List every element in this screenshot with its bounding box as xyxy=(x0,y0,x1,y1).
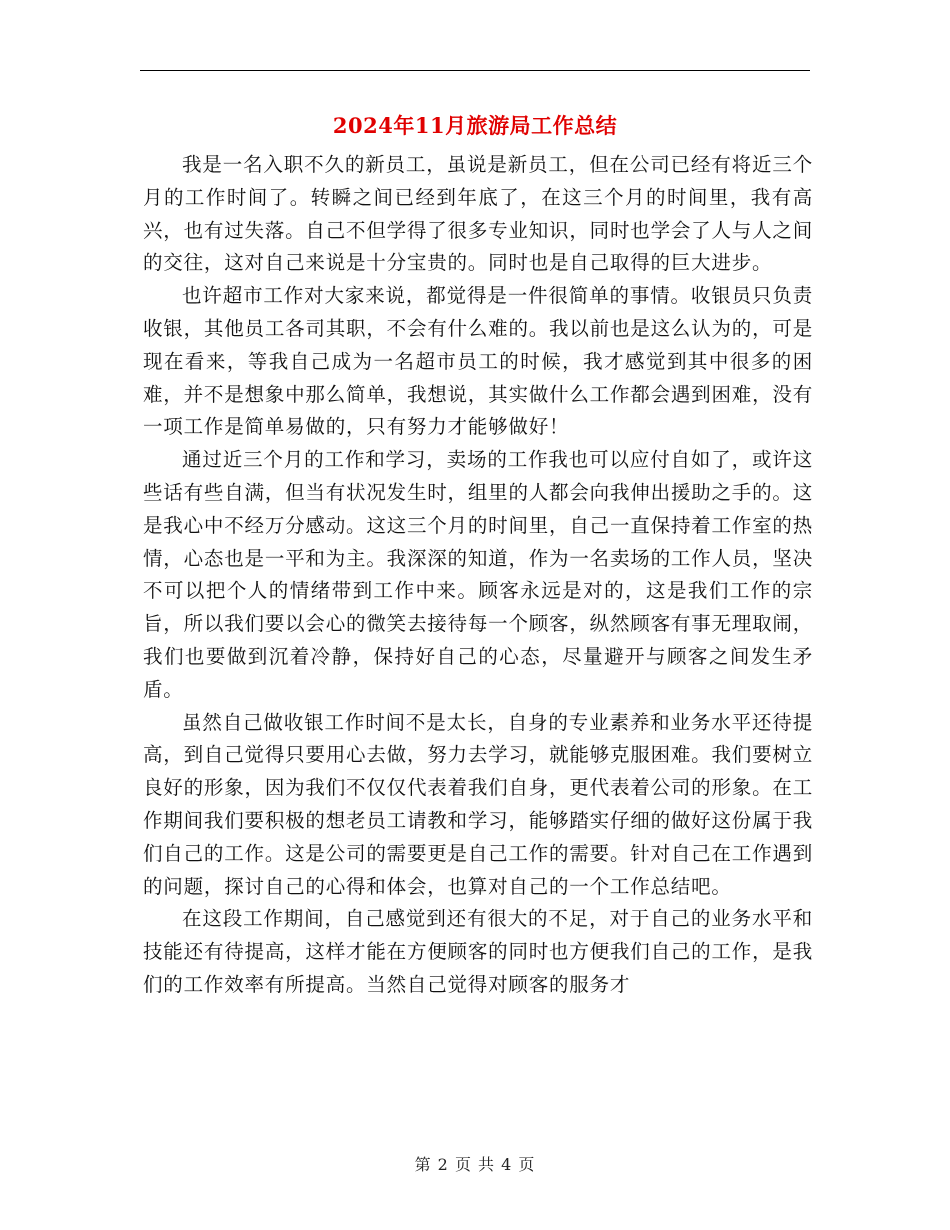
paragraph-4: 虽然自己做收银工作时间不是太长，自身的专业素养和业务水平还待提高，到自己觉得只要用心去做，努力去学习，就能够克服困难。我们要树立良好的形象，因为我们不仅仅代表着我们自身，更代表着公司的形象。在工作期间我们要积极的想老员工请教和学习，能够踏实仔细的做好这份属于我们自己的工作。这是公司的需要更是自己工作的需要。针对自己在工作遇到的问题，探讨自己的心得和体会，也算对自己的一个工作总结吧。 xyxy=(143,710,813,898)
paragraph-1: 我是一名入职不久的新员工，虽说是新员工，但在公司已经有将近三个月的工作时间了。转瞬之间已经到年底了，在这三个月的时间里，我有高兴，也有过失落。自己不但学得了很多专业知识，同时也学会了人与人之间的交往，这对自己来说是十分宝贵的。同时也是自己取得的巨大进步。 xyxy=(143,153,813,275)
page-footer: 第 2 页 共 4 页 xyxy=(414,1155,536,1174)
page-title: 2024年11月旅游局工作总结 xyxy=(332,113,618,138)
paragraph-2: 也许超市工作对大家来说，都觉得是一件很简单的事情。收银员只负责收银，其他员工各司其职，不会有什么难的。我以前也是这么认为的，可是现在看来，等我自己成为一名超市员工的时候，我才感觉到其中很多的困难，并不是想象中那么简单，我想说，其实做什么工作都会遇到困难，没有一项工作是简单易做的，只有努力才能够做好！ xyxy=(143,284,813,439)
paragraph-5: 在这段工作期间，自己感觉到还有很大的不足，对于自己的业务水平和技能还有待提高，这样才能在方便顾客的同时也方便我们自己的工作，是我们的工作效率有所提高。当然自己觉得对顾客的服务才 xyxy=(143,907,813,996)
paragraph-3: 通过近三个月的工作和学习，卖场的工作我也可以应付自如了，或许这些话有些自满，但当有状况发生时，组里的人都会向我伸出援助之手的。这是我心中不经万分感动。这这三个月的时间里，自己一直保持着工作室的热情，心态也是一平和为主。我深深的知道，作为一名卖场的工作人员，坚决不可以把个人的情绪带到工作中来。顾客永远是对的，这是我们工作的宗旨，所以我们要以会心的微笑去接待每一个顾客，纵然顾客有事无理取闹，我们也要做到沉着冷静，保持好自己的心态，尽量避开与顾客之间发生矛盾。 xyxy=(143,448,813,701)
header-rule xyxy=(140,70,810,71)
document-body xyxy=(143,149,813,1002)
